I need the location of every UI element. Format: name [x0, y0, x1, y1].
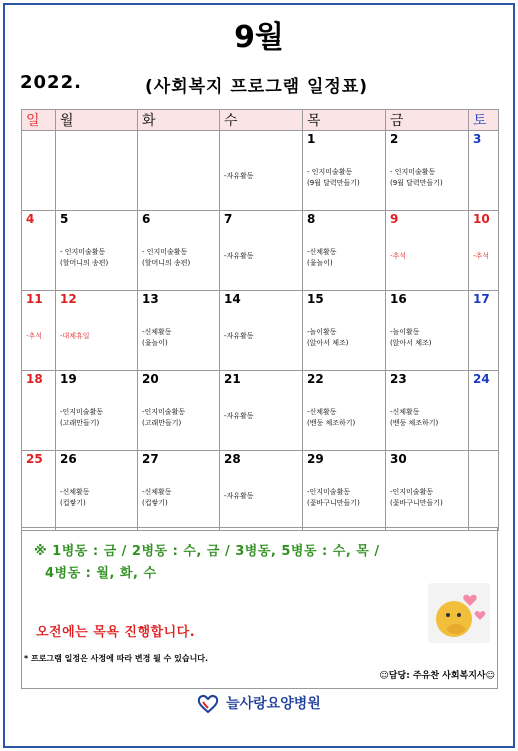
activity-text: -자유활동 [224, 172, 254, 180]
activity-text: -인지미술활동 (고래만들기) [142, 408, 186, 427]
day-number: 30 [390, 452, 407, 466]
day-number: 8 [307, 212, 316, 226]
day-number: 24 [473, 372, 490, 386]
year-label: 2022. [20, 72, 82, 93]
day-number: 21 [224, 372, 241, 386]
day-number: 16 [390, 292, 407, 306]
calendar-day-cell [56, 131, 138, 211]
activity-text: -인지미술활동 (고래만들기) [60, 408, 104, 427]
calendar-day-cell [220, 291, 303, 371]
calendar-day-cell [386, 211, 469, 291]
day-number: 11 [26, 292, 43, 306]
calendar-day-cell [469, 131, 499, 211]
day-number: 15 [307, 292, 324, 306]
weekday-header-mon: 월 [56, 110, 138, 131]
calendar-day-cell [22, 291, 56, 371]
calendar-week-row [22, 371, 499, 451]
calendar-day-cell [303, 451, 386, 531]
activity-text: - 인지미술활동 (할머니의 송편) [142, 248, 191, 267]
calendar-day-cell [56, 371, 138, 451]
heart-logo-icon [197, 694, 219, 714]
day-number: 5 [60, 212, 69, 226]
weekday-header-sun: 일 [22, 110, 56, 131]
manager-credit: ☺담당: 주유찬 사회복지사☺ [379, 671, 495, 681]
calendar-day-cell [22, 211, 56, 291]
month-title: 9월 [234, 20, 284, 55]
calendar-day-cell [303, 211, 386, 291]
day-number: 9 [390, 212, 399, 226]
calendar-day-cell [469, 291, 499, 371]
calendar-day-cell [22, 451, 56, 531]
hospital-name: 늘사랑요양병원 [226, 696, 321, 712]
day-number: 14 [224, 292, 241, 306]
day-number: 12 [60, 292, 77, 306]
activity-text: -신체활동 (윷놀이) [307, 248, 337, 267]
day-number: 17 [473, 292, 490, 306]
calendar-day-cell [138, 371, 220, 451]
day-number: 26 [60, 452, 77, 466]
activity-text: -신체활동 (밴둥 체조하기) [390, 408, 439, 427]
calendar-day-cell [386, 451, 469, 531]
activity-text: -놀이활동 (앉아서 체조) [390, 328, 432, 347]
notes-box [21, 527, 498, 689]
day-number: 4 [26, 212, 35, 226]
day-number: 22 [307, 372, 324, 386]
activity-text: -자유활동 [224, 492, 254, 500]
day-number: 25 [26, 452, 43, 466]
activity-text: -신체활동 (윷놀이) [142, 328, 172, 347]
ward-schedule-line1: ※ 1병동 : 금 / 2병동 : 수, 금 / 3병동, 5병동 : 수, 목 / [34, 544, 380, 559]
weekday-header-tue: 화 [138, 110, 220, 131]
day-number: 6 [142, 212, 151, 226]
day-number: 28 [224, 452, 241, 466]
calendar-day-cell [386, 131, 469, 211]
morning-bath-notice: 오전에는 목욕 진행합니다. [36, 625, 196, 640]
activity-text: -자유활동 [224, 332, 254, 340]
character-sticker-icon [428, 583, 490, 643]
activity-text: -신체활동 (컵쌓기) [60, 488, 90, 507]
day-number: 7 [224, 212, 233, 226]
day-number: 29 [307, 452, 324, 466]
weekday-header-fri: 금 [386, 110, 469, 131]
calendar-day-cell [220, 131, 303, 211]
calendar-week-row [22, 451, 499, 531]
hospital-logo [0, 693, 518, 714]
calendar-week-row [22, 211, 499, 291]
calendar-day-cell [220, 211, 303, 291]
day-number: 19 [60, 372, 77, 386]
activity-text: -자유활동 [224, 412, 254, 420]
calendar-day-cell [22, 131, 56, 211]
schedule-disclaimer: * 프로그램 일정은 사정에 따라 변경 될 수 있습니다. [24, 654, 209, 663]
activity-text: -인지미술활동 (꽃바구니만들기) [390, 488, 443, 507]
ward-schedule-line2: 4병동 : 월, 화, 수 [45, 566, 157, 581]
day-number: 2 [390, 132, 399, 146]
calendar-day-cell [56, 451, 138, 531]
activity-text: -추석 [26, 332, 43, 340]
calendar-day-cell [386, 371, 469, 451]
calendar-day-cell [303, 291, 386, 371]
activity-text: -대체휴일 [60, 332, 90, 340]
day-number: 3 [473, 132, 482, 146]
calendar-day-cell [220, 371, 303, 451]
calendar-day-cell [138, 451, 220, 531]
activity-text: -놀이활동 (앉아서 체조) [307, 328, 349, 347]
activity-text: -인지미술활동 (꽃바구니만들기) [307, 488, 360, 507]
activity-text: -신체활동 (컵쌓기) [142, 488, 172, 507]
calendar-week-row [22, 131, 499, 211]
activity-text: - 인지미술활동 (할머니의 송편) [60, 248, 109, 267]
activity-text: -자유활동 [224, 252, 254, 260]
calendar-day-cell [469, 211, 499, 291]
weekday-header-wed: 수 [220, 110, 303, 131]
calendar-day-cell [469, 451, 499, 531]
day-number: 20 [142, 372, 159, 386]
calendar-day-cell [386, 291, 469, 371]
schedule-subtitle: (사회복지 프로그램 일정표) [145, 77, 369, 97]
calendar-day-cell [303, 131, 386, 211]
day-number: 10 [473, 212, 490, 226]
calendar-week-row [22, 291, 499, 371]
calendar-day-cell [469, 371, 499, 451]
activity-text: -추석 [390, 252, 407, 260]
activity-text: -추석 [473, 252, 490, 260]
weekday-header-row [22, 110, 499, 131]
day-number: 1 [307, 132, 316, 146]
calendar-day-cell [56, 291, 138, 371]
day-number: 18 [26, 372, 43, 386]
calendar-day-cell [220, 451, 303, 531]
weekday-header-sat: 토 [469, 110, 499, 131]
calendar-table [21, 109, 499, 531]
activity-text: -신체활동 (밴둥 체조하기) [307, 408, 356, 427]
calendar-day-cell [56, 211, 138, 291]
weekday-header-thu: 목 [303, 110, 386, 131]
calendar-day-cell [303, 371, 386, 451]
calendar-day-cell [138, 131, 220, 211]
activity-text: - 인지미술활동 (9월 달력만들기) [307, 168, 360, 187]
day-number: 13 [142, 292, 159, 306]
calendar-day-cell [138, 291, 220, 371]
calendar-day-cell [138, 211, 220, 291]
activity-text: - 인지미술활동 (9월 달력만들기) [390, 168, 443, 187]
calendar-day-cell [22, 371, 56, 451]
day-number: 27 [142, 452, 159, 466]
day-number: 23 [390, 372, 407, 386]
